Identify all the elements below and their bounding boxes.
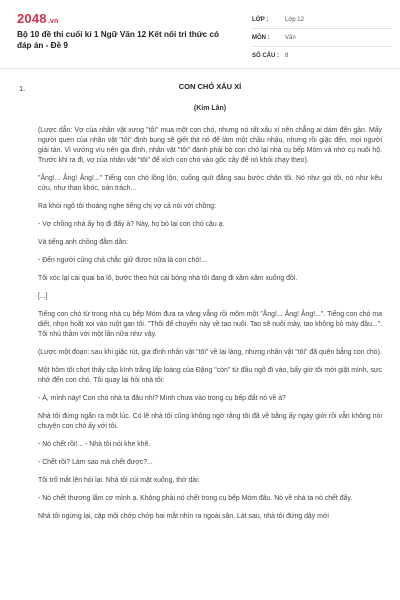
passage-title: CON CHÓ XẤU XÍ — [178, 82, 242, 91]
logo-suffix: .vn — [47, 18, 59, 25]
passage-paragraph: - À, mình này! Con chó nhà ta đâu nhỉ? Mình chưa vào trong cụ bếp đất nó về à? — [38, 395, 286, 402]
passage-paragraph: Một hôm tôi chợt thấy cặp kính trắng lấp loáng của Đặng "còn" từ đầu ngõ đi vào, bấy giờ tôi mới giật mình, sực nhớ đến con chó. Tôi quay lại hỏi nhà tôi: — [38, 367, 382, 384]
passage-author: (Kim Lân) — [193, 105, 227, 112]
meta-row-class — [252, 11, 392, 29]
logo-main: 2048 — [17, 11, 47, 26]
document-title: Bộ 10 đề thi cuối kì 1 Ngữ Văn 12 Kết nối tri thức có đáp án - Đề 9 — [17, 30, 220, 50]
question-body — [38, 82, 382, 530]
passage-paragraph: (Lược dẫn: Vợ của nhân vật xưng "tôi" mua một con chó, nhưng nó rất xấu xí nên chẳng ai dám đến gần. Mấy người quen của nhân vật "tôi" định bụng sẽ giết thịt nó để làm một chầu nhậu, nhưng rồi giặc đến, mọi người giải tán. Vì vướng víu nên gia đình, nhân vật "tôi" đành phải bỏ con chó lại nhà cụ bếp Móm và nhờ cụ nuôi hộ. Trước khi ra đi, vợ của nhân vật "tôi" để xích con chó vào gốc cây để nó khỏi chạy theo). — [38, 127, 382, 164]
page-header — [0, 0, 400, 69]
passage-paragraph: Ra khỏi ngõ tôi thoáng nghe tiếng chị vợ cả nói với chồng: — [38, 203, 216, 210]
passage-paragraph: Tôi xóc lại cái quai ba lô, bước theo hút cái bóng nhà tôi đang đi xăm xăm xuống đồi. — [38, 275, 298, 282]
meta-label: LỚP : — [252, 16, 269, 23]
passage-paragraph: Nhà tôi ngừng lại, cặp môi chớp chớp hai mắt nhìn ra ngoài sân. Lát sau, nhà tôi đứng dậy mới — [38, 513, 329, 520]
passage-paragraph: "Ẳng!... Ẳng! Ẳng!..." Tiếng con chó lồng lộn, cuống quít đằng sau bước chân tôi. Nó như gọi tôi, nó như kêu cứu, như than khóc, oán trách... — [38, 175, 382, 192]
passage-paragraph: Và tiếng anh chồng đằm dằn: — [38, 239, 129, 246]
passage-paragraph: [...] — [38, 293, 48, 300]
meta-value: 8 — [285, 52, 289, 59]
meta-row-question-count — [252, 47, 392, 64]
passage-paragraph: (Lược một đoạn: sau khi giặc rút, gia đình nhân vật "tôi" về lại làng, nhưng nhân vật "tôi" đã quên bẵng con chó). — [38, 349, 382, 356]
meta-row-subject — [252, 29, 392, 47]
passage-paragraph: - Chết rồi? Làm sao mà chết được?... — [38, 459, 153, 466]
meta-label: MÔN : — [252, 34, 270, 41]
passage-paragraph: Tôi trố mắt lên hỏi lại. Nhà tôi cúi mặt xuống, thở dài: — [38, 477, 200, 484]
meta-value: Lớp 12 — [285, 16, 304, 23]
meta-value: Văn — [285, 34, 296, 41]
passage-paragraph: Nhà tôi đứng ngẩn ra một lúc. Có lẽ nhà tôi cũng không ngờ rằng tôi đã về bằng ấy ngày giời rồi vẫn không nói chuyện con chó ấy với tôi. — [38, 413, 382, 430]
document-meta — [252, 11, 392, 64]
passage-paragraph: - Nó chết thương lắm cơ mình ạ. Không phải nó chết trong cụ bếp Móm đâu. Nó về nhà ta nó chết đấy. — [38, 495, 353, 502]
passage-paragraph: - Nó chết rồi!... - Nhà tôi nói khe khẽ. — [38, 441, 151, 448]
question-number: 1. — [19, 84, 26, 93]
meta-label: SỐ CÂU : — [252, 52, 279, 59]
site-logo[interactable] — [17, 11, 58, 26]
passage-paragraph: - Vợ chồng nhà ấy họ đi đấy à? Này, họ bỏ lại con chó cậu ạ. — [38, 221, 225, 228]
question-content — [0, 69, 400, 600]
passage-paragraph: - Đến người cũng chả chắc giữ được nữa là con chó!... — [38, 257, 207, 264]
passage-paragraph: Tiếng con chó từ trong nhà cụ bếp Móm đưa ra văng vẳng rồi mõm một "Ẳng!... Ẳng! Ẳng!...". Tiếng con chó ma diết, nhọn hoắt xoi vào ruột gan tôi. "Thôi để chuyến này về tao nuôi. Tao sẽ nuôi mày, tao không bỏ mày đâu...". Tôi nhủ thầm với một lần nữa như vậy. — [38, 311, 382, 338]
